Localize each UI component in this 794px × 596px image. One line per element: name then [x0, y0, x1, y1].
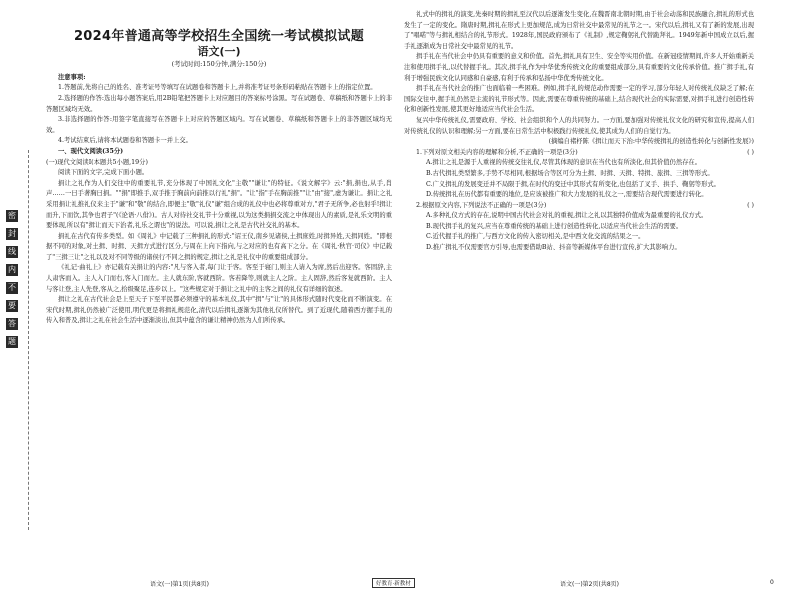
note-item: 4.考试结束后,请将本试题卷和答题卡一并上交。 [58, 137, 192, 145]
question-text: 2.根据原文内容,下列说法不正确的一项是(3分) [416, 201, 547, 209]
question-option: D.传统揖礼在历代都有重要的地位,是应该被推广和大力发展的礼仪之一,需要结合现代需要进行转化。 [426, 191, 708, 199]
footer-right: 语文(一)第2页(共8页) [560, 581, 619, 588]
question-stem [404, 148, 754, 159]
passage-paragraph: 捐礼在古代有传多类型。如《周礼》中记载了三种捐礼的形式:"诏王仪,南乡见诸侯,土揖庶姓,时揖异姓,天揖同姓。"即根据不同的对象,对土揖、时揖、天揖方式进行区分,与周在上向下指向,与之对应的也有高下之分。在《周礼·秋官·司仪》中记载了"三揖三让"之礼以及对不同等级的诸侯行不同之揖的规定,揖让之礼是礼仪中的重要组成部分。 [46, 232, 392, 261]
binding-strip [6, 210, 24, 440]
question-option: C.近代握手礼的推广,与西方文化的传入密切相关,是中西文化交流的结果之一。 [426, 233, 645, 241]
passage-paragraph: 《礼记·曲礼上》亦记载有关捐让的内容:"凡与客入者,每门让于客。客至于寝门,则主人请入为席,然后出迎客。客固辞,主人肃客而入。主人入门而右,客入门而左。主人就东阶,客就西阶。客若降等,则就主人之阶。主人固辞,然后客复就西阶。主人与客让登,主人先登,客从之,拾级聚足,连步以上。"这些规定对于捐让之礼中的主客之间的礼仪有详细的叙述。 [46, 264, 392, 293]
binding-char: 内 [8, 265, 16, 274]
footer-left: 语文(一)第1页(共8页) [150, 581, 209, 588]
footer-corner: 0 [770, 579, 774, 586]
exam-subtitle: 语文(一) [197, 44, 241, 58]
left-column [46, 10, 392, 327]
note-item: 3.非选择题的作答:用签字笔直接写在答题卡上对应的答题区域内。写在试题卷、草稿纸和答题卡上的非答题区域均无效。 [46, 116, 392, 134]
question-option: A.揖让之礼是源于人重视的传统交往礼仪,尽管其体现的意识在当代也有所淡化,但其价值仍然存在。 [426, 159, 702, 167]
section-heading: 一、现代文阅读(35分) [58, 147, 124, 155]
passage-paragraph: 礼式中的揖礼的演变,先秦时期的揖礼至汉代以后逐渐发生变化,在魏晋南北朝时期,由于社会动荡和民族融合,揖礼的形式也发生了一定的变化。隋唐时期,揖礼在形式上更加规范,成为日常社交中最常见的礼节之一。宋代以后,揖礼又有了新的发展,出现了"唱喏"等与揖礼相结合的礼节形式。1928年,国民政府颁布了《礼制》,规定鞠躬礼代替跪拜礼。1949年新中国成立以后,握手礼逐渐成为日常社交中最常见的礼节。 [404, 11, 754, 50]
note-item: 1.答题前,先将自己的姓名、准考证号等填写在试题卷和答题卡上,并将准考证号条形码粘贴在答题卡上的指定位置。 [58, 84, 377, 92]
passage-paragraph: 揖手礼在当代社会的推广也面临着一些困难。例如,揖手礼的规范动作需要一定的学习,部分年轻人对传统礼仪缺乏了解;在国际交往中,握手礼仍然是主流的礼节形式等。因此,需要在尊重传统的基础上,结合现代社会的实际需要,对揖手礼进行创造性转化和创新性发展,使其更好地适应当代社会生活。 [404, 85, 754, 114]
exam-info: (考试时间:150分钟,满分:150分) [171, 60, 267, 69]
reading-instruction: 阅读下面的文字,完成下面小题。 [58, 169, 149, 177]
question-option: C.广义揖礼的发展变迁并不局限于揖,在时代的变迁中其形式有所变化,也包括了叉手、拱手、鞠躬等形式。 [426, 180, 720, 188]
binding-char: 答 [8, 319, 16, 328]
note-item: 2.选择题的作答:选出每小题答案后,用2B铅笔把答题卡上对应题目的答案标号涂黑。写在试题卷、草稿纸和答题卡上的非答题区域均无效。 [46, 94, 392, 113]
passage-source: (摘编自褚杼陈《揖让而天下治:中华传统揖礼的创造性转化与创新性发展》) [548, 138, 754, 146]
notes-label: 注意事项: [58, 73, 86, 81]
subsection-heading: (一)现代文阅读Ⅰ(本题共5小题,19分) [46, 158, 148, 166]
question-option: A.多种礼仪方式的存在,说明中国古代社会对礼的重视,揖让之礼以其独特价值成为最重要的礼仪方式。 [426, 212, 708, 220]
passage-paragraph: 捐让之礼作为人们交往中的重要礼节,充分体现了中国礼文化"主敬""谦让"的特征。《说文解字》云:"捐,捐也,从手,肖声……一曰手著胸曰捐。""捐"即推手,双手推于胸前向前推以行礼"捐"。"让"指"手在胸前推""让"由"接",虚为谦让。捐让之礼采用捐让礼推礼仪来主于"谦"和"敬"的结合,即便主"敬"礼仪"谦"组合成的礼仪中也必将尊重对方,"君子无所争,必也射乎!揖让而升,下而饮,其争也君子"(《论语·八佾》)。古人对待社交礼节十分重视,以为这类捐捐交流之中体现出人的素质,是礼乐文明的重要体现,所以有"揖让而天下治者,礼乐之谓也"的说法。可以说,捐让之礼是古代社交礼的基本。 [46, 179, 392, 230]
passage-paragraph: 复兴中华传统礼仪,需要政府、学校、社会组织和个人的共同努力。一方面,要加强对传统礼仪文化的研究和宣传,提高人们对传统礼仪的认识和理解;另一方面,要在日常生活中积极践行传统礼仪,使其成为人们的自觉行为。 [404, 116, 754, 135]
question-option: B.现代揖手礼的复兴,应当在尊重传统的基础上进行创造性转化,以适应当代社会生活的需要。 [426, 222, 683, 230]
passage-paragraph: 揖手礼在当代社会中仍具有重要的意义和价值。首先,揖礼具有卫生、安全等实用价值。在新冠疫情期间,许多人开始重新关注和使用揖手礼,以代替握手礼。其次,揖手礼作为中华优秀传统文化的重要组成部分,具有重要的文化传承价值。推广揖手礼,有利于增强民族文化认同感和自豪感,有利于传承和弘扬中华优秀传统文化。 [404, 53, 754, 82]
right-column [404, 10, 754, 254]
question-option: D.推广揖礼不仅需要官方引导,也需要借助B站、抖音等新媒体平台进行宣传,扩大其影响力。 [426, 244, 681, 252]
exam-title: 2024年普通高等学校招生全国统一考试模拟试题 [73, 29, 365, 44]
answer-blank: ( ) [747, 201, 754, 209]
question-text: 1.下列对原文相关内容的理解和分析,不正确的一项是(3分) [416, 148, 578, 156]
question-option: B.古代揖礼类型繁多,手势不尽相同,根据场合等区可分为土揖、时揖、天揖、特揖、旅揖、三揖等形式。 [426, 169, 714, 177]
binding-char: 不 [8, 283, 16, 292]
binding-char: 线 [8, 247, 16, 256]
binding-char: 题 [8, 337, 16, 346]
question-stem [404, 201, 754, 212]
footer-badge: 好教育·新教材 [372, 578, 415, 588]
passage-paragraph: 揖让之礼在古代社会是上至天子下至平民都必须遵守的基本礼仪,其中"揖"与"让"的具体形式随时代变化而不断演变。在宋代时期,揖礼仍然被广泛使用,明代更是将揖礼规范化,清代以后揖礼逐渐为其他礼仪所替代。到了近现代,随着西方握手礼的传入和普及,揖让之礼在社会生活中逐渐淡出,但其中蕴含的谦让精神仍然为人们所传承。 [46, 296, 392, 325]
binding-char: 封 [8, 229, 16, 238]
answer-blank: ( ) [747, 148, 754, 156]
binding-char: 要 [8, 301, 16, 310]
binding-char: 密 [8, 211, 16, 220]
binding-line [28, 150, 29, 530]
